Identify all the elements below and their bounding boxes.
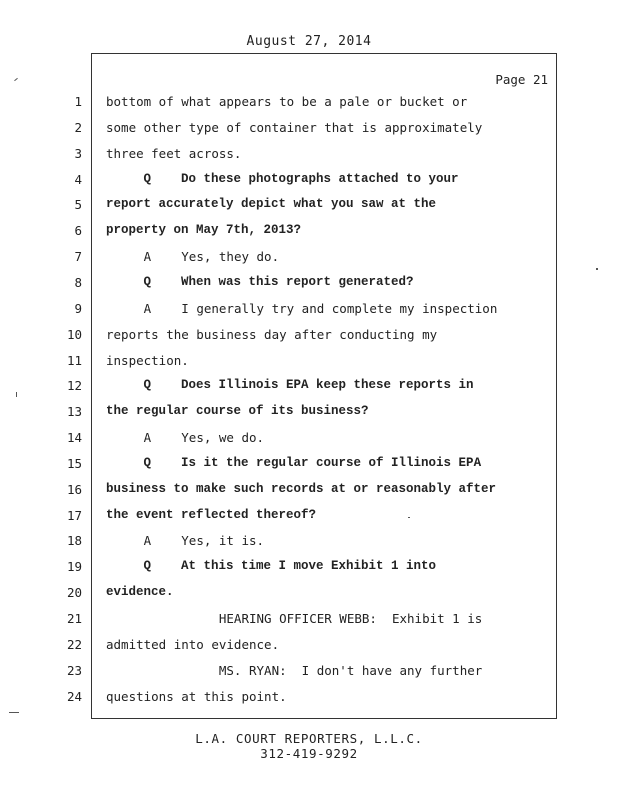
line-text: Yes, it is. xyxy=(181,533,265,548)
transcript-line xyxy=(106,223,546,237)
line-text: Is it the regular course of Illinois EPA xyxy=(181,456,482,470)
scan-speck xyxy=(16,392,17,397)
line-text: admitted into evidence. xyxy=(106,637,280,652)
transcript-line xyxy=(106,146,546,161)
line-number: 22 xyxy=(66,637,82,652)
line-number: 4 xyxy=(74,172,82,187)
transcript-line xyxy=(106,585,546,599)
line-text: bottom of what appears to be a pale or bucket or xyxy=(106,94,468,109)
line-number: 6 xyxy=(74,223,82,238)
speaker-marker: A xyxy=(106,301,182,316)
line-text: When was this report generated? xyxy=(181,275,414,289)
transcript-line xyxy=(106,120,546,135)
scan-speck xyxy=(408,517,410,518)
scan-speck xyxy=(596,268,598,270)
transcript-line xyxy=(106,275,546,289)
line-number: 3 xyxy=(74,146,82,161)
line-number: 7 xyxy=(74,249,82,264)
line-number: 15 xyxy=(66,456,82,471)
footer-company: L.A. COURT REPORTERS, L.L.C. xyxy=(195,731,423,746)
line-text: Yes, they do. xyxy=(181,249,280,264)
footer-phone: 312-419-9292 xyxy=(260,746,358,761)
line-text: Do these photographs attached to your xyxy=(181,172,459,186)
speaker-marker: Q xyxy=(106,172,182,186)
line-number: 1 xyxy=(74,94,82,109)
line-number: 24 xyxy=(66,689,82,704)
line-text: I generally try and complete my inspection xyxy=(181,301,498,316)
scan-speck xyxy=(9,712,19,713)
page-number: Page 21 xyxy=(495,72,548,87)
scan-speck xyxy=(14,78,18,81)
line-text: HEARING OFFICER WEBB: Exhibit 1 is xyxy=(106,611,483,626)
speaker-marker: A xyxy=(106,249,182,264)
line-text: Yes, we do. xyxy=(181,430,265,445)
line-text: report accurately depict what you saw at the xyxy=(106,197,437,211)
transcript-line xyxy=(106,533,546,548)
transcript-line xyxy=(106,430,546,445)
transcript-line xyxy=(106,353,546,368)
line-number: 5 xyxy=(74,197,82,212)
line-number: 2 xyxy=(74,120,82,135)
line-text: property on May 7th, 2013? xyxy=(106,223,302,237)
line-number: 23 xyxy=(66,663,82,678)
speaker-marker: A xyxy=(106,533,182,548)
transcript-line xyxy=(106,94,546,109)
line-text: MS. RYAN: I don't have any further xyxy=(106,663,483,678)
line-number: 18 xyxy=(66,533,82,548)
line-text: the event reflected thereof? xyxy=(106,508,317,522)
line-text: reports the business day after conducting my xyxy=(106,327,438,342)
line-number: 8 xyxy=(74,275,82,290)
transcript-line xyxy=(106,559,546,573)
transcript-line xyxy=(106,482,546,496)
line-text: inspection. xyxy=(106,353,189,368)
line-text: the regular course of its business? xyxy=(106,404,369,418)
speaker-marker: A xyxy=(106,430,182,445)
page-date: August 27, 2014 xyxy=(246,34,372,49)
line-number: 10 xyxy=(66,327,82,342)
line-number: 20 xyxy=(66,585,82,600)
line-text: some other type of container that is approximately xyxy=(106,120,483,135)
transcript-line xyxy=(106,301,546,316)
line-number: 14 xyxy=(66,430,82,445)
line-number: 11 xyxy=(66,353,82,368)
line-number: 17 xyxy=(66,508,82,523)
transcript-line xyxy=(106,404,546,418)
line-number: 16 xyxy=(66,482,82,497)
transcript-line xyxy=(106,508,546,522)
transcript-line xyxy=(106,611,546,626)
line-text: three feet across. xyxy=(106,146,242,161)
transcript-line xyxy=(106,249,546,264)
line-number: 13 xyxy=(66,404,82,419)
transcript-line xyxy=(106,197,546,211)
transcript-line xyxy=(106,172,546,186)
transcript-line xyxy=(106,456,546,470)
line-number: 9 xyxy=(74,301,82,316)
transcript-line xyxy=(106,378,546,392)
speaker-marker: Q xyxy=(106,275,182,289)
speaker-marker: Q xyxy=(106,378,182,392)
transcript-line xyxy=(106,637,546,652)
line-text: At this time I move Exhibit 1 into xyxy=(181,559,437,573)
line-number: 12 xyxy=(66,378,82,393)
line-text: evidence. xyxy=(106,585,174,599)
speaker-marker: Q xyxy=(106,456,182,470)
line-text: questions at this point. xyxy=(106,689,287,704)
transcript-line xyxy=(106,327,546,342)
line-text: business to make such records at or reasonably after xyxy=(106,482,497,496)
speaker-marker: Q xyxy=(106,559,182,573)
line-number: 19 xyxy=(66,559,82,574)
transcript-line xyxy=(106,689,546,704)
line-number: 21 xyxy=(66,611,82,626)
transcript-line xyxy=(106,663,546,678)
line-text: Does Illinois EPA keep these reports in xyxy=(181,378,474,392)
